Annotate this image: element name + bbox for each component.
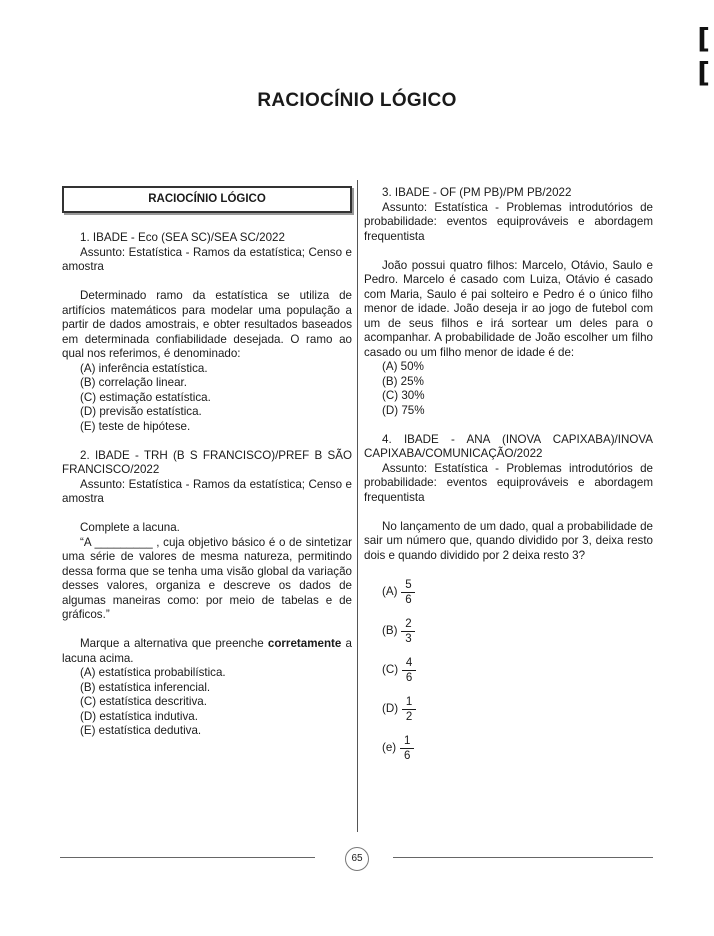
q2-option-a: (A) estatística probabilística. — [80, 666, 226, 679]
q2-prompt-before: Marque a alternativa que preenche — [80, 637, 268, 650]
q2-instruction: Complete a lacuna. — [80, 521, 180, 534]
footer-rule-left — [60, 857, 315, 858]
q4-option-e-fraction — [400, 734, 414, 763]
q4-option-c-denominator: 6 — [405, 671, 413, 684]
q2-prompt-after: a lacuna acima. — [62, 637, 352, 665]
q4-option-b-denominator: 3 — [405, 632, 412, 645]
q4-option-e-numerator: 1 — [400, 734, 414, 749]
q4-option-e — [364, 734, 653, 763]
q2-quote: “A _________ , cuja objetivo básico é o de sintetizar uma série de valores de mesma natureza, permitindo dessa forma que se tenha uma visão global da variação desses valores, organiza e descreve os dados de algumas maneiras como: por meio de tabelas e de gráficos.” — [62, 535, 352, 621]
q1-option-a: (A) inferência estatística. — [80, 361, 208, 375]
section-label: RACIOCÍNIO LÓGICO — [62, 186, 352, 213]
q4-option-a-fraction — [401, 578, 415, 607]
left-column — [62, 186, 352, 739]
q4-option-b-numerator: 2 — [401, 617, 415, 632]
q4-option-d-denominator: 2 — [405, 710, 413, 723]
q3-subject: Assunto: Estatística - Problemas introdutórios de probabilidade: eventos equiprováveis e abordagem frequentista — [364, 200, 653, 243]
footer-rule-right — [393, 857, 653, 858]
q3-option-b: (B) 25% — [382, 374, 424, 388]
q4-option-d-numerator: 1 — [402, 695, 416, 710]
q4-option-b — [364, 617, 653, 646]
q4-option-a — [364, 578, 653, 607]
q3-option-a: (A) 50% — [382, 360, 424, 373]
corner-brackets: [ [ — [697, 22, 710, 89]
q2-option-e: (E) estatística dedutiva. — [80, 724, 202, 737]
q4-title: 4. IBADE - ANA (INOVA CAPIXABA)/INOVA CAPIXABA/COMUNICAÇÃO/2022 — [364, 432, 653, 460]
right-column — [364, 186, 653, 773]
q4-option-b-label: (B) — [382, 623, 398, 637]
page-number: 65 — [345, 847, 369, 871]
q2-subject: Assunto: Estatística - Ramos da estatística; Censo e amostra — [62, 477, 352, 505]
q3-option-c: (C) 30% — [382, 389, 425, 402]
q4-option-d — [364, 695, 653, 724]
q1-option-e: (E) teste de hipótese. — [80, 419, 191, 433]
q4-option-c-numerator: 4 — [402, 656, 416, 671]
q4-option-a-label: (A) — [382, 584, 398, 598]
q4-option-c-fraction — [402, 656, 416, 685]
q4-option-d-fraction — [402, 695, 416, 724]
q4-option-e-label: (e) — [382, 740, 397, 754]
q2-option-b: (B) estatística inferencial. — [80, 680, 211, 694]
q4-subject: Assunto: Estatística - Problemas introdutórios de probabilidade: eventos equiprováveis e abordagem frequentista — [364, 461, 653, 504]
q2-title: 2. IBADE - TRH (B S FRANCISCO)/PREF B SÃO FRANCISCO/2022 — [62, 448, 352, 476]
column-divider — [357, 180, 358, 832]
q4-option-c-label: (C) — [382, 662, 399, 676]
q2-option-d: (D) estatística indutiva. — [80, 709, 198, 723]
q1-option-d: (D) previsão estatística. — [80, 405, 202, 418]
q2-prompt-bold: corretamente — [267, 637, 342, 650]
q4-option-a-denominator: 6 — [405, 593, 412, 606]
q1-option-c: (C) estimação estatística. — [80, 390, 211, 404]
q1-subject: Assunto: Estatística - Ramos da estatística; Censo e amostra — [62, 245, 352, 273]
q1-option-b: (B) correlação linear. — [80, 376, 187, 389]
q2-prompt — [62, 637, 352, 666]
q4-option-c — [364, 656, 653, 685]
q4-option-a-numerator: 5 — [401, 578, 415, 593]
q3-option-d: (D) 75% — [382, 403, 425, 417]
q1-body: Determinado ramo da estatística se utiliza de artifícios matemáticos para modelar uma população a partir de dados amostrais, e obter resultados baseados em determinada confiabilidade desejada. O ramo ao qual nos referimos, é denominado: — [62, 289, 352, 360]
q4-option-d-label: (D) — [382, 701, 399, 715]
q3-title: 3. IBADE - OF (PM PB)/PM PB/2022 — [382, 186, 572, 199]
q4-option-b-fraction — [401, 617, 415, 646]
q4-body: No lançamento de um dado, qual a probabilidade de sair um número que, quando dividido por 3, deixa resto dois e quando dividido por 2 deixa resto 3? — [364, 519, 653, 562]
q1-title: 1. IBADE - Eco (SEA SC)/SEA SC/2022 — [80, 231, 285, 244]
q2-option-c: (C) estatística descritiva. — [80, 695, 207, 708]
q3-body: João possui quatro filhos: Marcelo, Otávio, Saulo e Pedro. Marcelo é casado com Luiza, Otávio é casado com Maria, Saulo é pai solteiro e Pedro é o único filho menor de idade. João deseja ir ao jogo de futebol com um de seus filhos e irá sortear um deles para o acompanhar. A probabilidade de João escolher um filho casado ou um filho menor de idade é de: — [364, 258, 653, 359]
page-title: RACIOCÍNIO LÓGICO — [257, 90, 457, 111]
q4-option-e-denominator: 6 — [403, 749, 411, 762]
